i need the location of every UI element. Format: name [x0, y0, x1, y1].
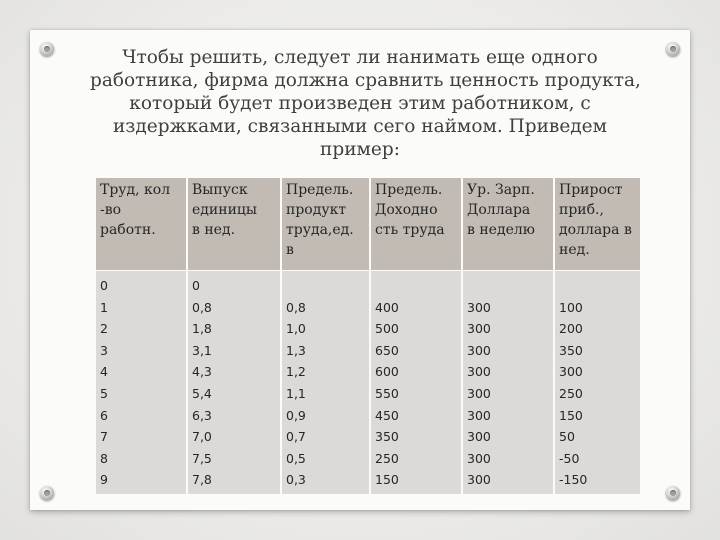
column-wage: 300 300 300 300 300 300 300 300 300	[467, 299, 491, 488]
column-divider	[461, 178, 463, 494]
slide-title	[90, 46, 641, 161]
title-line: который будет произведен этим работником, с	[129, 93, 591, 114]
header-output: Выпуск единицы в нед.	[192, 182, 258, 238]
pin-icon	[40, 42, 54, 56]
header-wage: Ур. Зарп. Доллара в неделю	[467, 182, 535, 238]
pin-icon	[40, 486, 54, 500]
column-profit-increase: 100 200 350 300 250 150 50 -50 -150	[559, 299, 588, 488]
column-divider	[369, 178, 371, 494]
table-body	[96, 271, 640, 494]
column-divider	[186, 178, 188, 494]
table-header	[96, 178, 640, 270]
title-line: пример:	[320, 139, 400, 160]
header-labor-count: Труд, кол -во работн.	[100, 182, 171, 238]
column-marginal-revenue: 400 500 650 600 550 450 350 250 150	[375, 299, 399, 488]
column-marginal-product: 0,8 1,0 1,3 1,2 1,1 0,9 0,7 0,5 0,3	[286, 299, 306, 488]
data-table	[96, 178, 640, 494]
column-divider	[553, 178, 555, 494]
title-line: издержками, связанными сего наймом. Приведем	[112, 116, 608, 137]
header-marginal-revenue: Предель. Доходно сть труда	[375, 182, 445, 238]
header-divider	[96, 270, 640, 271]
pin-icon	[666, 42, 680, 56]
pin-icon	[666, 486, 680, 500]
column-output: 0 0,8 1,8 3,1 4,3 5,4 6,3 7,0 7,5 7,8	[192, 278, 212, 488]
title-line: работника, фирма должна сравнить ценность продукта,	[90, 70, 641, 91]
column-labor-count: 0 1 2 3 4 5 6 7 8 9	[100, 278, 108, 488]
column-divider	[280, 178, 282, 494]
title-line: Чтобы решить, следует ли нанимать еще одного	[122, 47, 598, 68]
header-profit-increase: Прирост приб., доллара в нед.	[559, 182, 632, 258]
header-marginal-product: Предель. продукт труда,ед. в	[286, 182, 354, 258]
